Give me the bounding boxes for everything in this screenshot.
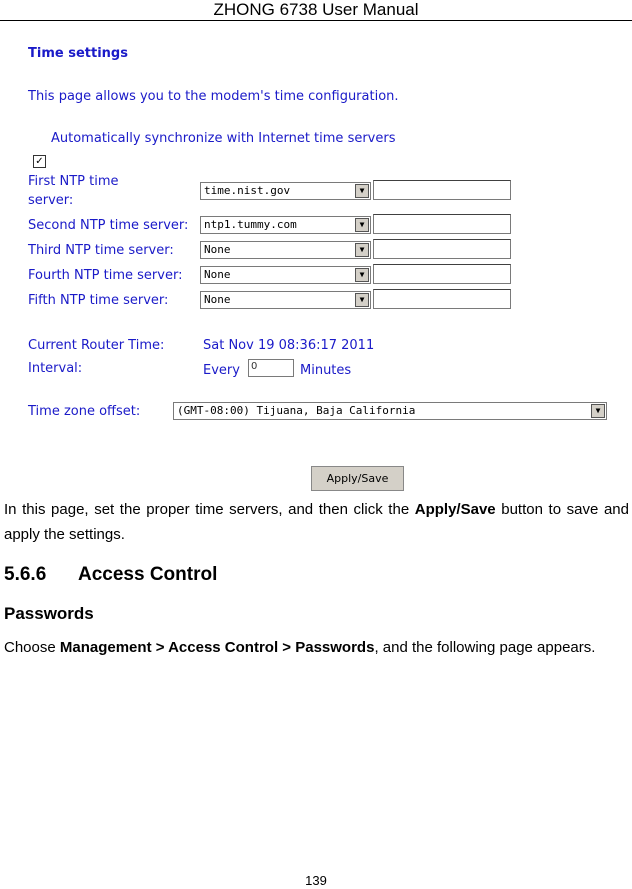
chevron-down-icon[interactable]: ▼	[355, 218, 369, 232]
settings-description: This page allows you to the modem's time configuration.	[28, 89, 399, 104]
ntp1-label-line2: server:	[28, 193, 74, 208]
para1-text-a: In this page, set the proper time servers, and then click the	[4, 501, 415, 518]
section-heading	[4, 564, 217, 586]
timezone-label: Time zone offset:	[28, 404, 141, 419]
ntp2-custom-input[interactable]	[373, 214, 511, 234]
instruction-paragraph	[4, 497, 629, 547]
ntp1-custom-input[interactable]	[373, 180, 511, 200]
interval-suffix: Minutes	[300, 363, 352, 378]
chevron-down-icon[interactable]: ▼	[591, 404, 605, 418]
para2-bold: Management > Access Control > Passwords	[59, 639, 375, 656]
page-header	[0, 0, 632, 21]
auto-sync-checkbox[interactable]: ✓	[33, 155, 46, 168]
ntp5-custom-input[interactable]	[373, 289, 511, 309]
ntp2-label: Second NTP time server:	[28, 218, 189, 233]
subsection-heading: Passwords	[4, 604, 94, 623]
current-time-label: Current Router Time:	[28, 338, 165, 353]
time-settings-screenshot	[0, 22, 632, 492]
page-number: 139	[305, 873, 327, 888]
ntp4-select[interactable]	[200, 266, 371, 284]
chevron-down-icon[interactable]: ▼	[355, 293, 369, 307]
ntp5-select-value: None	[204, 293, 231, 306]
auto-sync-label: Automatically synchronize with Internet time servers	[51, 131, 396, 146]
ntp5-label: Fifth NTP time server:	[28, 293, 169, 308]
chevron-down-icon[interactable]: ▼	[355, 243, 369, 257]
para2-text-b: , and the following page appears.	[374, 639, 596, 656]
ntp4-custom-input[interactable]	[373, 264, 511, 284]
choose-paragraph	[4, 635, 629, 660]
settings-title: Time settings	[28, 46, 128, 61]
ntp1-select[interactable]	[200, 182, 371, 200]
interval-prefix: Every	[203, 363, 240, 378]
ntp3-select[interactable]	[200, 241, 371, 259]
current-time-value: Sat Nov 19 08:36:17 2011	[203, 338, 375, 353]
ntp5-select[interactable]	[200, 291, 371, 309]
ntp3-custom-input[interactable]	[373, 239, 511, 259]
ntp1-label-line1: First NTP time	[28, 174, 119, 189]
ntp3-label: Third NTP time server:	[28, 243, 174, 258]
timezone-select-value: (GMT-08:00) Tijuana, Baja California	[177, 404, 416, 417]
interval-label: Interval:	[28, 361, 83, 376]
ntp2-select-value: ntp1.tummy.com	[204, 218, 297, 231]
ntp4-label: Fourth NTP time server:	[28, 268, 183, 283]
chevron-down-icon[interactable]: ▼	[355, 184, 369, 198]
ntp2-select[interactable]	[200, 216, 371, 234]
ntp1-select-value: time.nist.gov	[204, 184, 291, 197]
ntp3-select-value: None	[204, 243, 231, 256]
para2-text-a: Choose	[4, 639, 60, 656]
interval-input[interactable]: 0	[248, 359, 294, 377]
section-number: 5.6.6	[4, 564, 47, 585]
para1-text-b: button to save and apply the settings.	[4, 501, 629, 543]
apply-save-button[interactable]: Apply/Save	[311, 466, 404, 491]
chevron-down-icon[interactable]: ▼	[355, 268, 369, 282]
para1-bold: Apply/Save	[414, 501, 496, 518]
manual-title: ZHONG 6738 User Manual	[213, 0, 419, 19]
ntp4-select-value: None	[204, 268, 231, 281]
timezone-select[interactable]	[173, 402, 607, 420]
section-title: Access Control	[78, 564, 218, 585]
